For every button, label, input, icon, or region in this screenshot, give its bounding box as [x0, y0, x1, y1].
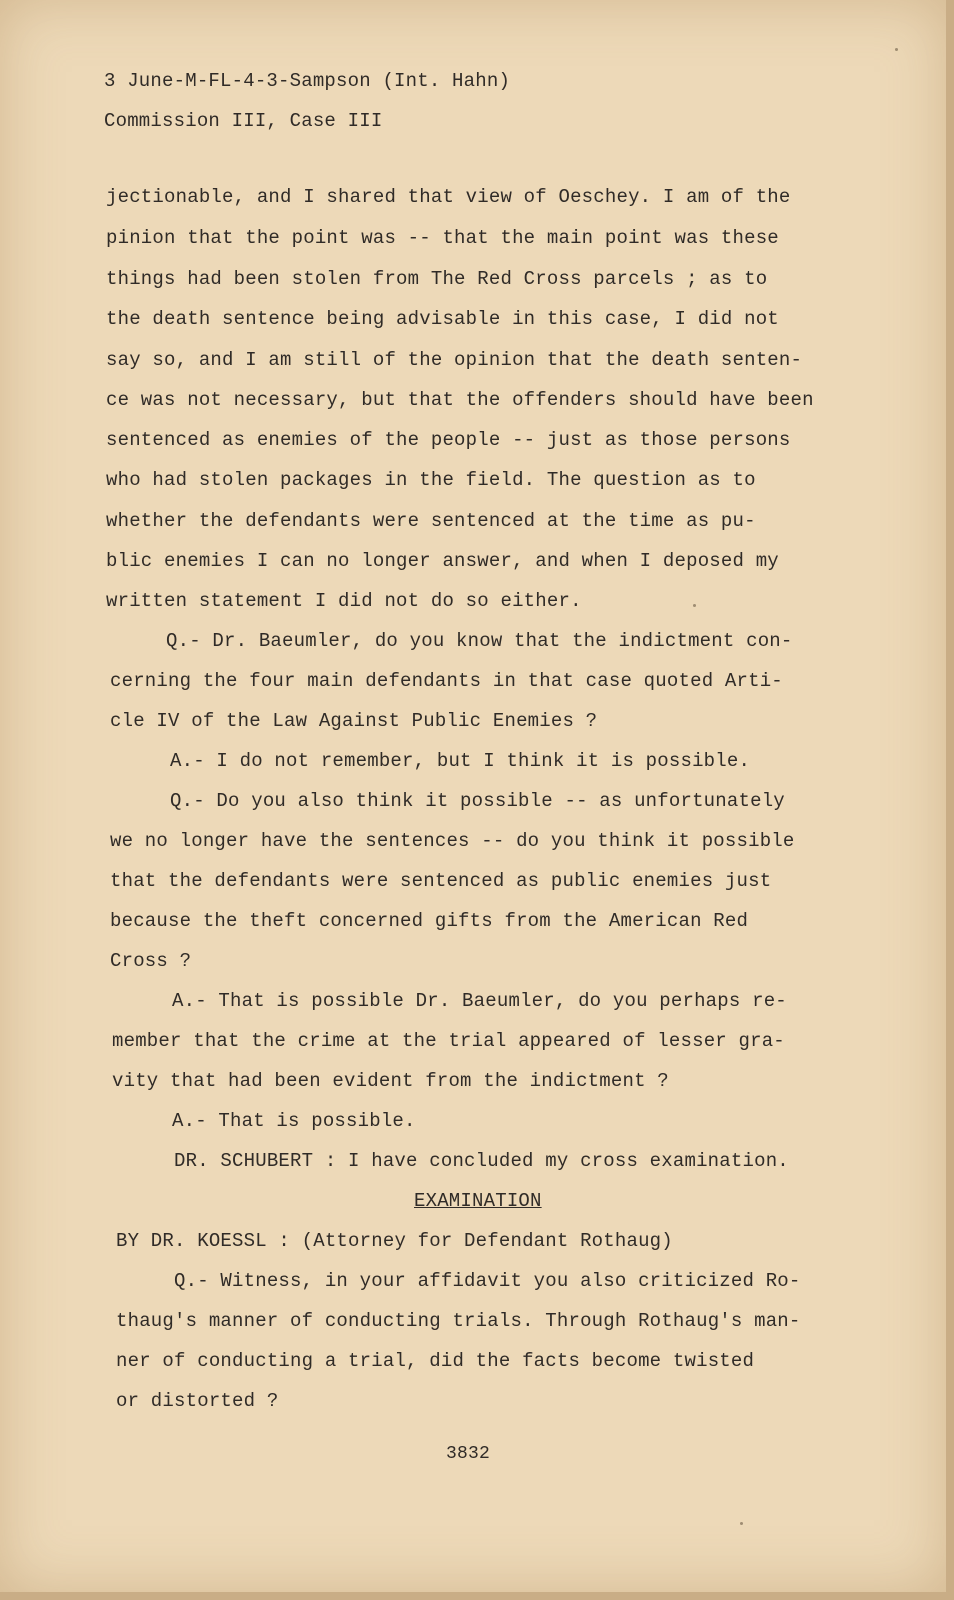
body-line: who had stolen packages in the field. The question as to — [106, 469, 756, 491]
paper-speck — [895, 48, 898, 51]
body-line: ce was not necessary, but that the offenders should have been — [106, 389, 814, 411]
body-line: things had been stolen from The Red Cross parcels ; as to — [106, 268, 768, 290]
paper-speck — [740, 1522, 743, 1525]
section-title: EXAMINATION — [414, 1190, 542, 1212]
speaker-line: DR. SCHUBERT : I have concluded my cross examination. — [174, 1150, 789, 1172]
header-reference: 3 June-M-FL-4-3-Sampson (Int. Hahn) — [104, 70, 511, 92]
body-line: ner of conducting a trial, did the facts become twisted — [116, 1350, 755, 1372]
answer-line: A.- That is possible. — [172, 1110, 416, 1132]
question-line: Q.- Do you also think it possible -- as unfortunately — [170, 790, 785, 812]
body-line: pinion that the point was -- that the main point was these — [106, 227, 779, 249]
by-line: BY DR. KOESSL : (Attorney for Defendant Rothaug) — [116, 1230, 673, 1252]
body-line: that the defendants were sentenced as public enemies just — [110, 870, 772, 892]
body-line: sentenced as enemies of the people -- just as those persons — [106, 429, 791, 451]
body-line: member that the crime at the trial appeared of lesser gra- — [112, 1030, 785, 1052]
body-line: thaug's manner of conducting trials. Through Rothaug's man- — [116, 1310, 801, 1332]
body-line: jectionable, and I shared that view of Oeschey. I am of the — [106, 186, 791, 208]
body-line: vity that had been evident from the indictment ? — [112, 1070, 669, 1092]
answer-line: A.- That is possible Dr. Baeumler, do you perhaps re- — [172, 990, 787, 1012]
body-line: because the theft concerned gifts from the American Red — [110, 910, 749, 932]
body-line: we no longer have the sentences -- do you think it possible — [110, 830, 795, 852]
body-line: Cross ? — [110, 950, 192, 972]
body-line: blic enemies I can no longer answer, and when I deposed my — [106, 550, 779, 572]
body-line: whether the defendants were sentenced at the time as pu- — [106, 510, 756, 532]
answer-line: A.- I do not remember, but I think it is possible. — [170, 750, 751, 772]
body-line: or distorted ? — [116, 1390, 279, 1412]
body-line: written statement I did not do so either. — [106, 590, 582, 612]
body-line: cle IV of the Law Against Public Enemies ? — [110, 710, 598, 732]
body-line: say so, and I am still of the opinion that the death senten- — [106, 349, 803, 371]
paper-speck — [693, 604, 696, 607]
body-line: the death sentence being advisable in this case, I did not — [106, 308, 779, 330]
header-commission: Commission III, Case III — [104, 110, 383, 132]
question-line: Q.- Witness, in your affidavit you also criticized Ro- — [174, 1270, 801, 1292]
page-number: 3832 — [446, 1444, 491, 1464]
question-line: Q.- Dr. Baeumler, do you know that the indictment con- — [166, 630, 793, 652]
body-line: cerning the four main defendants in that case quoted Arti- — [110, 670, 783, 692]
